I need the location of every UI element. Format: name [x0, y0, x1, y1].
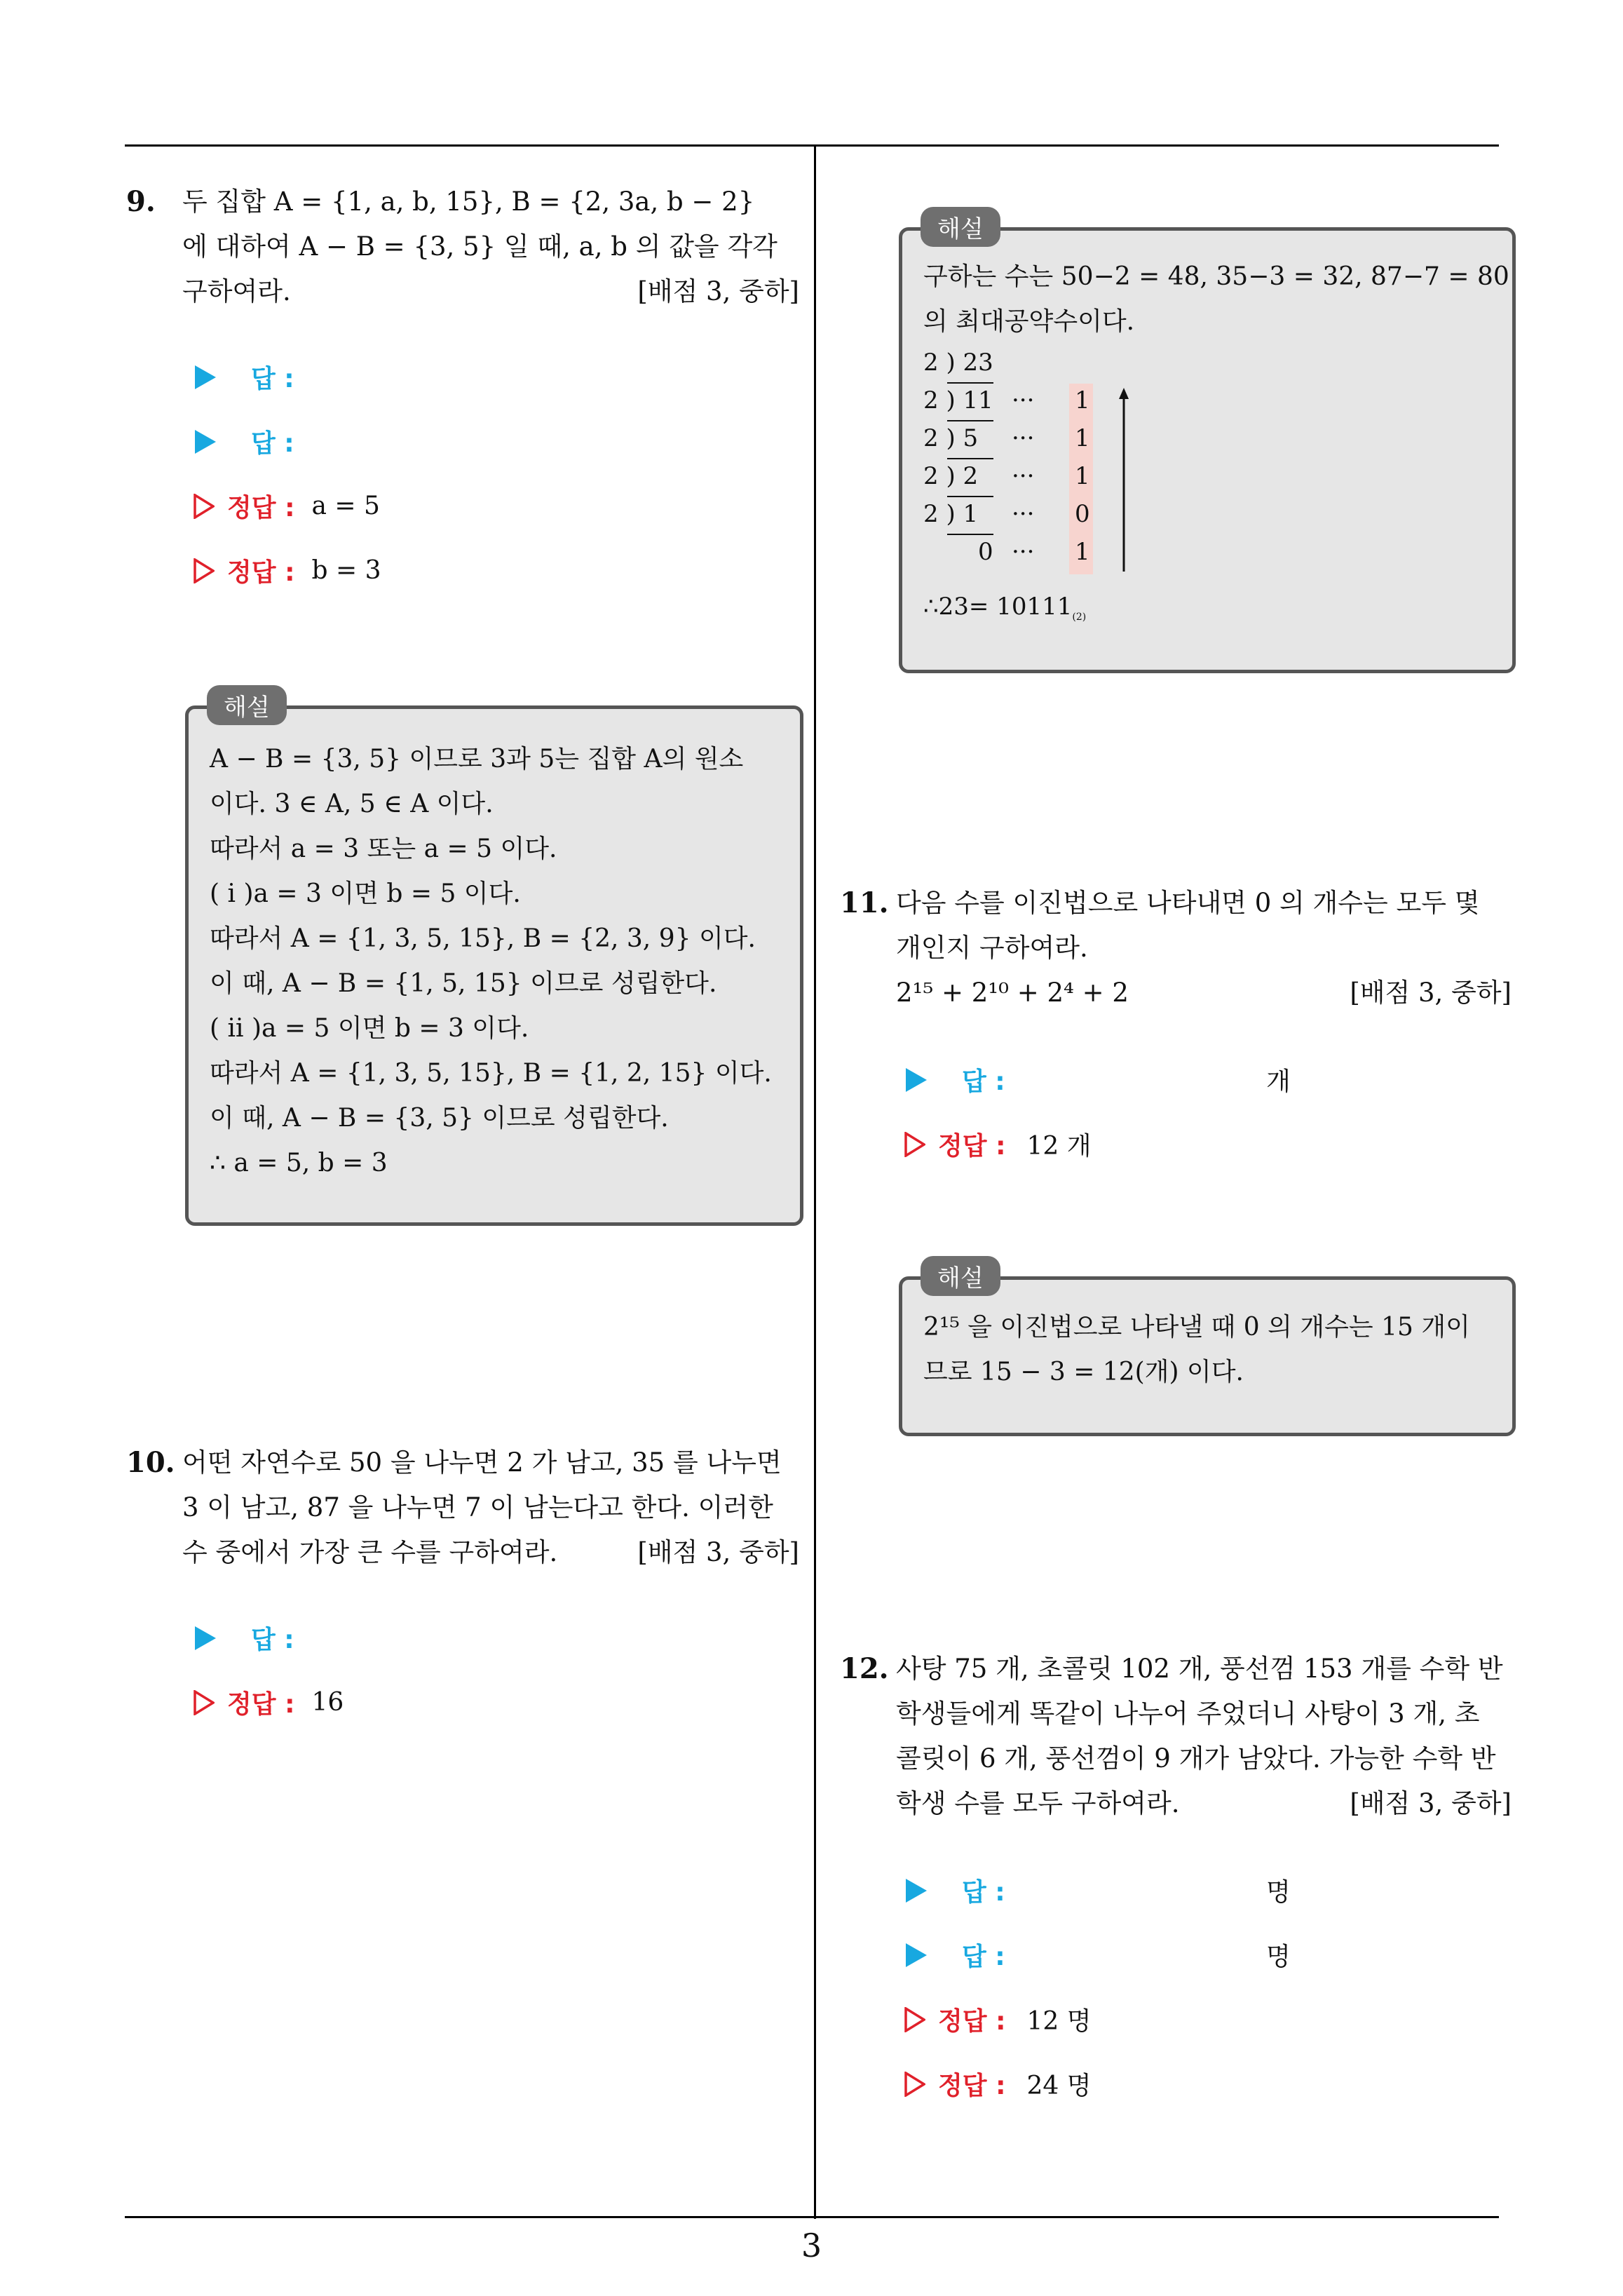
remainder: 1	[1075, 424, 1090, 452]
division-row: 2 ) 2	[923, 462, 979, 490]
division-row: 2 ) 1	[923, 500, 979, 528]
question-text	[182, 1440, 799, 1575]
answer-row[interactable]	[195, 424, 294, 459]
question-line: 학생들에게 똑같이 나누어 주었더니 사탕이 3 개, 초	[896, 1699, 1480, 1729]
division-row: 2 ) 5	[923, 424, 979, 452]
answer-row[interactable]	[195, 359, 294, 395]
question-line: 사탕 75 개, 초콜릿 102 개, 풍선껌 153 개를 수학 반	[896, 1654, 1503, 1684]
division-dots: ···	[1012, 500, 1035, 528]
explanation-line: A − B = {3, 5} 이므로 3과 5는 집합 A의 원소	[210, 745, 744, 774]
division-dots: ···	[1012, 424, 1035, 452]
question-text	[896, 1647, 1512, 1826]
answer-unit: 개	[1266, 1067, 1291, 1096]
division-dots: ···	[1012, 386, 1035, 414]
answer-row[interactable]	[906, 1872, 1326, 1908]
remainder: 1	[1075, 462, 1090, 490]
correct-label: 정답 :	[938, 2072, 1006, 2100]
division-underline	[947, 534, 993, 535]
play-icon	[195, 430, 216, 454]
division-underline	[947, 420, 993, 421]
division-underline	[947, 458, 993, 459]
explanation-line: 의 최대공약수이다.	[923, 307, 1135, 336]
score-label: [배점 3, 중하]	[1350, 978, 1512, 1008]
explanation-line: 므로 15 − 3 = 12(개) 이다.	[923, 1358, 1244, 1386]
answer-label: 답 :	[962, 1067, 1005, 1096]
question-line	[182, 1530, 799, 1575]
question-line: 다음 수를 이진법으로 나타내면 0 의 개수는 모두 몇	[896, 888, 1480, 918]
remainder: 1	[1075, 538, 1090, 566]
explanation-line: 이다. 3 ∈ A, 5 ∈ A 이다.	[210, 790, 494, 818]
score-label: [배점 3, 중하]	[1350, 1788, 1512, 1818]
bottom-rule	[125, 2216, 1499, 2218]
division-dots: ···	[1012, 462, 1035, 490]
explanation-line: 이 때, A − B = {3, 5} 이므로 성립한다.	[210, 1104, 669, 1133]
explanation-line: 이 때, A − B = {1, 5, 15} 이므로 성립한다.	[210, 969, 717, 998]
remainder: 0	[1075, 500, 1090, 528]
expression: 2¹⁵ + 2¹⁰ + 2⁴ + 2	[896, 978, 1129, 1008]
correct-label: 정답 :	[938, 2007, 1006, 2036]
answer-unit: 명	[1266, 1878, 1291, 1907]
score-label: [배점 3, 중하]	[637, 276, 799, 306]
correct-label: 정답 :	[227, 1690, 295, 1719]
explanation-line: 따라서 A = {1, 3, 5, 15}, B = {2, 3, 9} 이다.	[210, 924, 756, 953]
correct-answer-row	[193, 1684, 344, 1720]
answer-label: 답 :	[251, 1626, 294, 1654]
remainder: 1	[1075, 386, 1090, 414]
division-row: 2 ) 11	[923, 386, 993, 414]
explanation-box	[899, 1264, 1516, 1436]
question-text	[896, 881, 1512, 1015]
page-number: 3	[801, 2227, 822, 2264]
question-number: 10.	[126, 1446, 175, 1479]
question-line	[896, 1781, 1512, 1826]
answer-row[interactable]	[906, 1062, 1326, 1098]
binary-base: (2)	[1072, 611, 1087, 623]
question-line-text: 학생 수를 모두 구하여라.	[896, 1788, 1180, 1818]
correct-value: a = 5	[311, 492, 380, 520]
question-text	[182, 180, 799, 314]
play-icon	[195, 1626, 216, 1650]
answer-label: 답 :	[251, 365, 294, 393]
outline-play-icon	[193, 494, 215, 519]
explanation-text	[210, 737, 772, 1186]
explanation-box	[899, 215, 1516, 673]
play-icon	[906, 1068, 927, 1092]
correct-value: 24 명	[1026, 2072, 1092, 2100]
top-rule	[125, 144, 1499, 147]
correct-answer-row	[904, 1126, 1092, 1162]
question-11	[840, 881, 1512, 1015]
division-row: 2 ) 23	[923, 349, 993, 377]
question-line	[182, 269, 799, 314]
outline-play-icon	[193, 558, 215, 583]
correct-value: 12 개	[1026, 1132, 1092, 1161]
outline-play-icon	[904, 2072, 925, 2097]
correct-answer-row	[904, 2001, 1092, 2037]
explanation-tag: 해설	[207, 685, 287, 725]
question-line: 에 대하여 A − B = {3, 5} 일 때, a, b 의 값을 각각	[182, 231, 777, 262]
question-number: 11.	[840, 886, 889, 919]
question-line: 콜릿이 6 개, 풍선껌이 9 개가 남았다. 가능한 수학 반	[896, 1743, 1496, 1774]
answer-row[interactable]	[195, 1620, 294, 1656]
outline-play-icon	[904, 2007, 925, 2032]
explanation-text	[923, 255, 1509, 344]
division-underline	[947, 496, 993, 497]
correct-answer-row	[904, 2066, 1092, 2102]
correct-value: 16	[311, 1688, 344, 1717]
answer-row[interactable]	[906, 1937, 1326, 1973]
question-line: 개인지 구하여라.	[896, 933, 1088, 963]
question-12	[840, 1647, 1512, 1826]
correct-label: 정답 :	[227, 558, 295, 587]
question-line: 어떤 자연수로 50 을 나누면 2 가 남고, 35 를 나누면	[182, 1447, 782, 1478]
answer-label: 답 :	[251, 429, 294, 458]
up-arrow-icon	[1117, 388, 1131, 573]
explanation-tag: 해설	[921, 207, 1000, 247]
binary-result-text: ∴23= 10111	[923, 593, 1073, 621]
question-line: 3 이 남고, 87 을 나누면 7 이 남는다고 한다. 이러한	[182, 1492, 773, 1522]
division-underline	[947, 382, 993, 384]
answer-unit: 명	[1266, 1943, 1291, 1971]
question-line	[896, 971, 1512, 1015]
question-10	[126, 1440, 799, 1575]
explanation-line: 따라서 A = {1, 3, 5, 15}, B = {1, 2, 15} 이다.	[210, 1059, 772, 1088]
explanation-line: 구하는 수는 50−2 = 48, 35−3 = 32, 87−7 = 80	[923, 262, 1509, 291]
explanation-box	[185, 694, 803, 1226]
correct-label: 정답 :	[938, 1132, 1006, 1161]
explanation-line: ( i )a = 3 이면 b = 5 이다.	[210, 879, 521, 908]
question-line-text: 수 중에서 가장 큰 수를 구하여라.	[182, 1537, 558, 1567]
explanation-text	[923, 1305, 1470, 1395]
play-icon	[906, 1943, 927, 1967]
outline-play-icon	[193, 1690, 215, 1715]
question-number: 12.	[840, 1652, 889, 1685]
correct-answer-row	[193, 488, 380, 524]
division-dots: ···	[1012, 538, 1035, 566]
play-icon	[906, 1879, 927, 1903]
question-number: 9.	[126, 185, 156, 218]
question-line-text: 구하여라.	[182, 276, 291, 306]
explanation-line: ( ii )a = 5 이면 b = 3 이다.	[210, 1014, 529, 1043]
score-label: [배점 3, 중하]	[637, 1537, 799, 1567]
question-line: 두 집합 A = {1, a, b, 15}, B = {2, 3a, b − 2}	[182, 187, 755, 217]
binary-division	[923, 349, 1204, 573]
binary-result	[923, 593, 1086, 623]
explanation-tag: 해설	[921, 1256, 1000, 1296]
answer-label: 답 :	[962, 1943, 1005, 1971]
explanation-line: ∴ a = 5, b = 3	[210, 1149, 388, 1177]
correct-answer-row	[193, 553, 381, 588]
outline-play-icon	[904, 1132, 925, 1157]
correct-label: 정답 :	[227, 494, 295, 522]
correct-value: 12 명	[1026, 2007, 1092, 2036]
division-row: 0	[978, 538, 993, 566]
column-divider	[814, 144, 816, 2219]
question-9	[126, 180, 799, 314]
explanation-line: 2¹⁵ 을 이진법으로 나타낼 때 0 의 개수는 15 개이	[923, 1313, 1470, 1342]
answer-label: 답 :	[962, 1878, 1005, 1907]
explanation-line: 따라서 a = 3 또는 a = 5 이다.	[210, 835, 557, 863]
play-icon	[195, 365, 216, 389]
correct-value: b = 3	[311, 556, 381, 585]
